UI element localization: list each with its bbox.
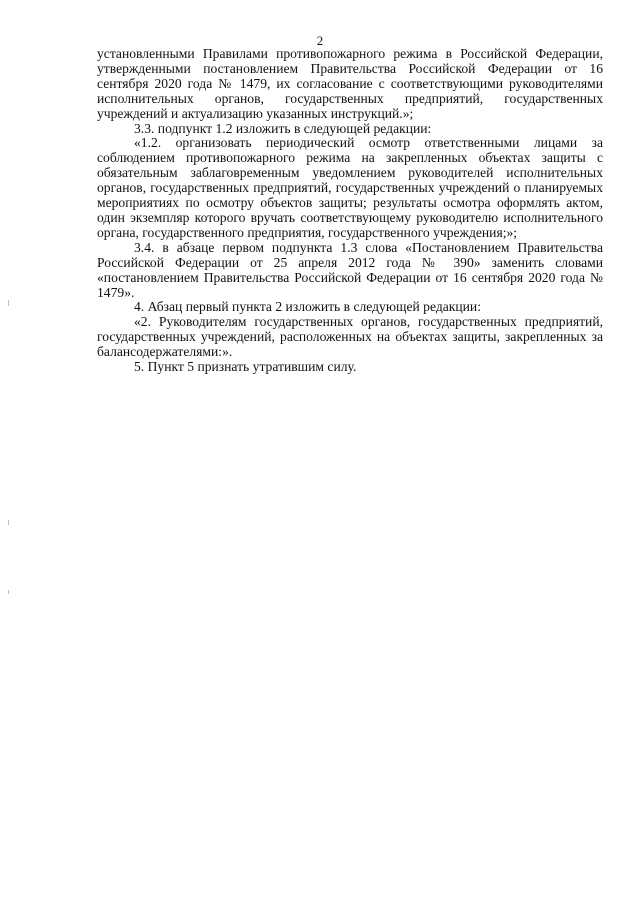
paragraph-5: 5. Пункт 5 признать утратившим силу. [134,359,357,375]
paragraph-continuation: установленными Правилами противопожарного режима в Российской Федерации, утвержденными постановлением Правительства Российской Федерации от 16 сентября 2020 года № 1479, их согласование с соответствующими руководителями исполнительных органов, государственных предприятий, государственных учреждений и актуализацию указанных инструкций.»; [97,46,603,121]
paragraph-2-quote: «2. Руководителям государственных органов, государственных предприятий, государственных учреждений, расположенных на объектах защиты, закрепленных за балансодержателями:». [97,314,603,360]
scan-edge-mark [8,590,9,594]
paragraph-3-3: 3.3. подпункт 1.2 изложить в следующей редакции: [134,120,432,136]
scan-edge-mark [8,300,9,306]
paragraph-1-2-quote: «1.2. организовать периодический осмотр ответственными лицами за соблюдением противопожарного режима на закрепленных объектах защиты с обязательным заблаговременным уведомлением руководителей исполнительных органов, государственных предприятий, государственных учреждений о планируемых мероприятиях по осмотру объектов защиты; результаты осмотра оформлять актом, один экземпляр которого вручать соответствующему руководителю исполнительного органа, государственного предприятия, государственного учреждения;»; [97,135,603,240]
scan-edge-mark [8,520,9,525]
paragraph-3-4: 3.4. в абзаце первом подпункта 1.3 слова «Постановлением Правительства Российской Федерации от 25 апреля 2012 года № 390» заменить словами «постановлением Правительства Российской Федерации от 16 сентября 2020 года № 1479». [97,239,603,300]
page-number: 2 [316,33,324,48]
paragraph-4: 4. Абзац первый пункта 2 изложить в следующей редакции: [134,299,481,315]
document-body [97,47,603,375]
